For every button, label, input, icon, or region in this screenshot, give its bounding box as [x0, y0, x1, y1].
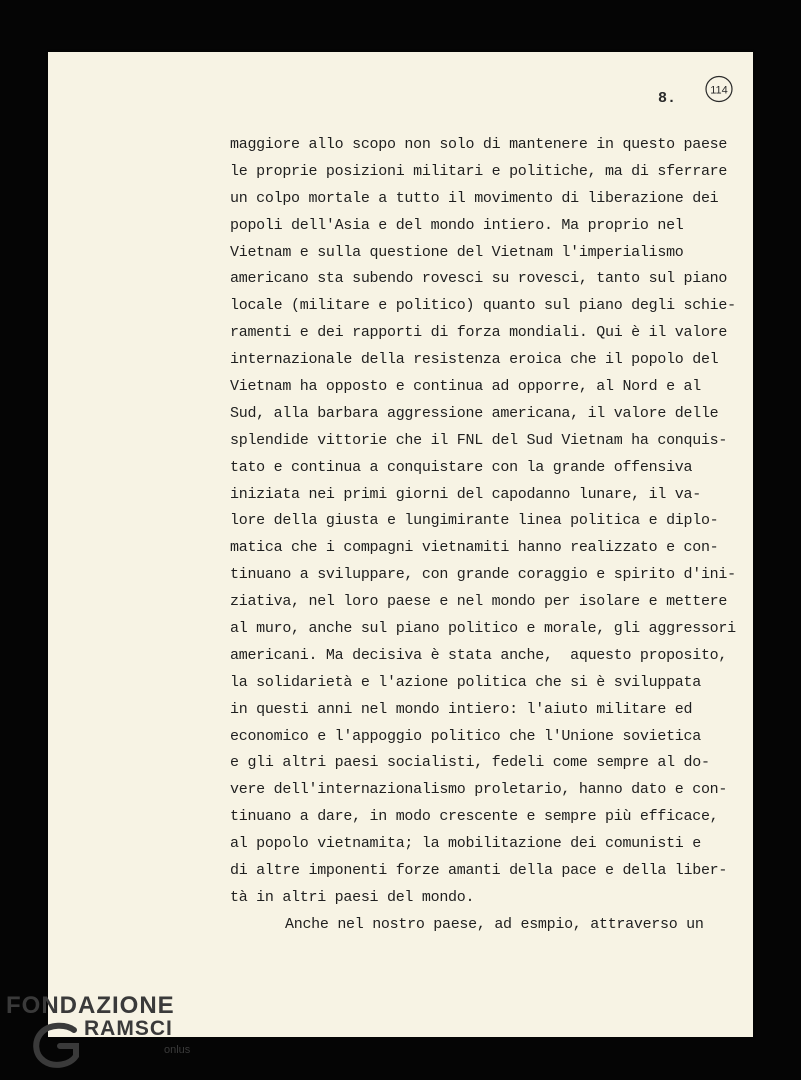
- text-line: popoli dell'Asia e del mondo intiero. Ma proprio nel: [230, 216, 684, 234]
- text-line: maggiore allo scopo non solo di mantenere in questo paese: [230, 136, 728, 153]
- text-line: la solidarietà e l'azione politica che si è sviluppata: [230, 673, 701, 691]
- text-line: vere dell'internazionalismo proletario, hanno dato e con-: [230, 781, 728, 799]
- text-line: matica che i compagni vietnamiti hanno realizzato e con-: [230, 539, 719, 557]
- text-line: locale (militare e politico) quanto sul piano degli schie-: [230, 297, 736, 315]
- text-line: le proprie posizioni militari e politiche, ma di sferrare: [230, 162, 728, 180]
- text-line: Vietnam e sulla questione del Vietnam l'imperialismo: [230, 243, 684, 261]
- text-line: in questi anni nel mondo intiero: l'aiuto militare ed: [230, 700, 693, 718]
- text-line: al muro, anche sul piano politico e morale, gli aggressori: [230, 620, 736, 638]
- paragraph-start-line: Anche nel nostro paese, ad esmpio, attraverso un: [285, 915, 704, 933]
- watermark-subtitle: RAMSCI: [84, 1017, 173, 1040]
- text-line: economico e l'appoggio politico che l'Unione sovietica: [230, 727, 701, 745]
- text-line: tinuano a dare, in modo crescente e sempre più efficace,: [230, 808, 719, 826]
- text-line: internazionale della resistenza eroica che il popolo del: [230, 351, 719, 369]
- text-line: di altre imponenti forze amanti della pace e della liber-: [230, 862, 728, 880]
- text-line: ziativa, nel loro paese e nel mondo per isolare e mettere: [230, 593, 728, 611]
- page-number: 8.: [658, 90, 677, 107]
- archive-stamp: [704, 74, 734, 104]
- text-line: americano sta subendo rovesci su rovesci, tanto sul piano: [230, 270, 728, 288]
- fondazione-gramsci-watermark: [6, 992, 206, 1072]
- text-line: tinuano a sviluppare, con grande coraggio e spirito d'ini-: [230, 566, 736, 584]
- text-line: iniziata nei primi giorni del capodanno lunare, il va-: [230, 485, 701, 503]
- text-line: ramenti e dei rapporti di forza mondiali. Qui è il valore: [230, 324, 728, 342]
- text-line: Vietnam ha opposto e continua ad opporre, al Nord e al: [230, 378, 701, 396]
- text-line: americani. Ma decisiva è stata anche, aquesto proposito,: [230, 646, 728, 664]
- gramsci-g-logo-icon: [30, 1022, 90, 1068]
- text-line: al popolo vietnamita; la mobilitazione dei comunisti e: [230, 835, 701, 853]
- watermark-suffix: onlus: [164, 1044, 191, 1056]
- text-line: un colpo mortale a tutto il movimento di liberazione dei: [230, 189, 719, 207]
- typewritten-body: [230, 132, 736, 939]
- archive-stamp-label: 114: [710, 84, 728, 97]
- text-line: tato e continua a conquistare con la grande offensiva: [230, 458, 693, 476]
- text-line: Sud, alla barbara aggressione americana, il valore delle: [230, 404, 719, 422]
- text-line: splendide vittorie che il FNL del Sud Vietnam ha conquis-: [230, 431, 728, 449]
- document-page: [48, 52, 753, 1037]
- text-line: e gli altri paesi socialisti, fedeli come sempre al do-: [230, 754, 710, 772]
- text-line: tà in altri paesi del mondo.: [230, 888, 475, 906]
- watermark-title: FONDAZIONE: [6, 992, 175, 1019]
- text-line: lore della giusta e lungimirante linea politica e diplo-: [230, 512, 719, 530]
